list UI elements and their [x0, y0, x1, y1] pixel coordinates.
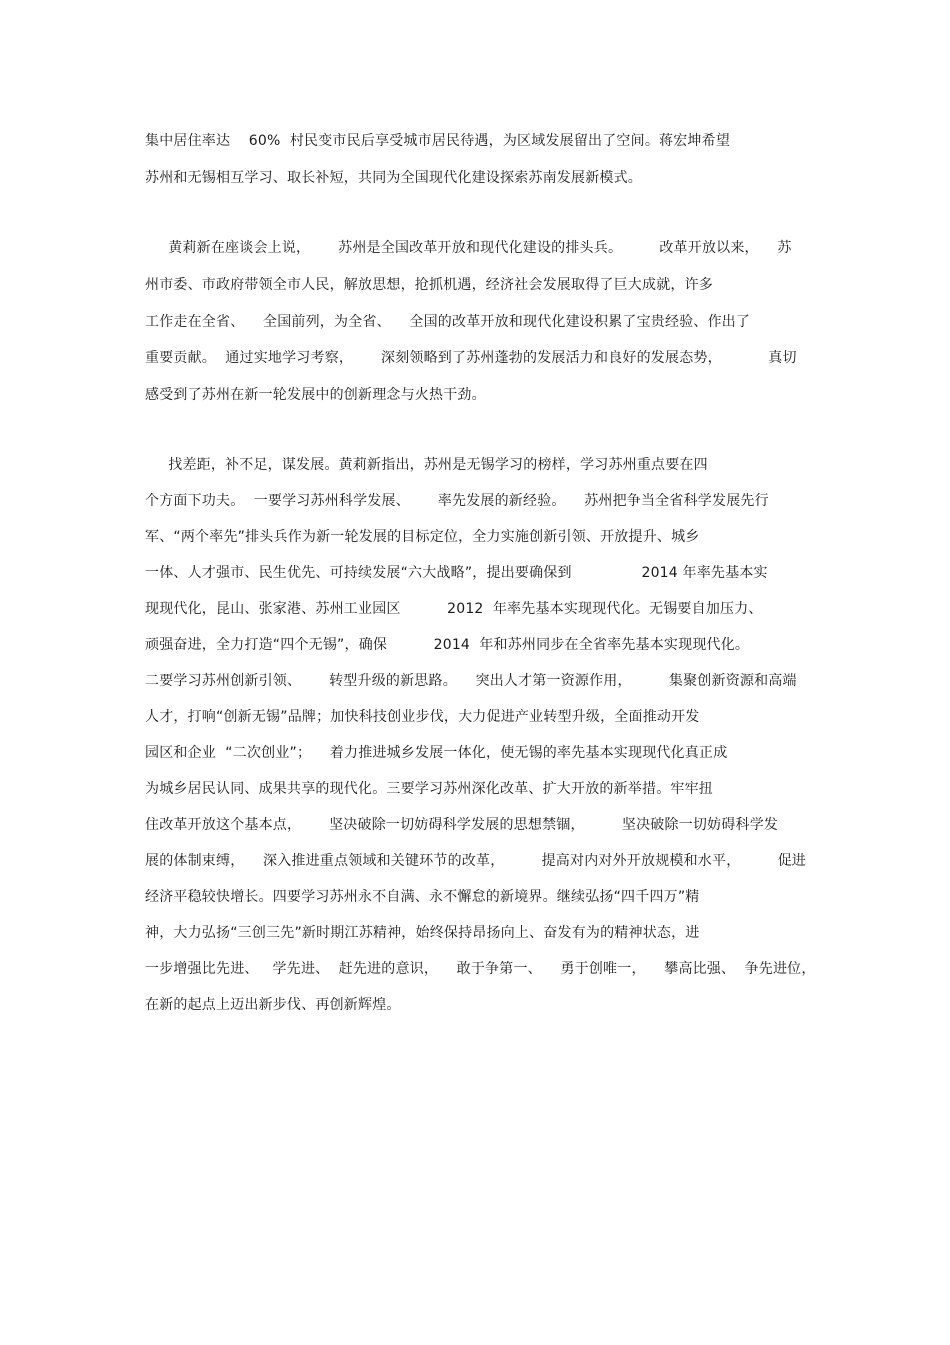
- text-line: 集中居住率达 60% 村民变市民后享受城市居民待遇，为区域发展留出了空间。蒋宏坤希望: [145, 133, 731, 149]
- text-line: 经济平稳较快增长。四要学习苏州永不自满、永不懈怠的新境界。继续弘扬“四千四万”精: [145, 889, 700, 905]
- text-line: 展的体制束缚， 深入推进重点领域和关键环节的改革， 提高对内对外开放规模和水平， 促进: [145, 853, 807, 869]
- text-line: 工作走在全省、 全国前列，为全省、 全国的改革开放和现代化建设积累了宝贵经验、作出了: [145, 314, 751, 330]
- text-line: 感受到了苏州在新一轮发展中的创新理念与火热干劲。: [145, 387, 486, 403]
- text-line: 苏州和无锡相互学习、取长补短，共同为全国现代化建设探索苏南发展新模式。: [145, 170, 642, 186]
- text-line: 重要贡献。 通过实地学习考察， 深刻领略到了苏州蓬勃的发展活力和良好的发展态势， 真切: [145, 350, 797, 366]
- text-line: 住改革开放这个基本点， 坚决破除一切妨碍科学发展的思想禁锢， 坚决破除一切妨碍科学发: [145, 817, 779, 833]
- text-line: 为城乡居民认同、成果共享的现代化。三要学习苏州深化改革、扩大开放的新举措。牢牢扭: [145, 781, 713, 797]
- text-line: 神，大力弘扬“三创三先”新时期江苏精神，始终保持昂扬向上、奋发有为的精神状态，进: [145, 925, 700, 941]
- text-line: 一步增强比先进、 学先进、 赶先进的意识， 敢于争第一、 勇于创唯一， 攀高比强、 争先进位，: [145, 961, 816, 977]
- text-line: 在新的起点上迈出新步伐、再创新辉煌。: [145, 997, 401, 1013]
- text-line: 州市委、市政府带领全市人民，解放思想，抢抓机遇，经济社会发展取得了巨大成就，许多: [145, 277, 713, 293]
- text-line: 园区和企业 “二次创业”； 着力推进城乡发展一体化，使无锡的率先基本实现现代化真正成: [145, 745, 728, 761]
- text-line: 现现代化，昆山、张家港、苏州工业园区 2012 年率先基本实现现代化。无锡要自加压力、: [145, 601, 763, 617]
- text-line: 二要学习苏州创新引领、 转型升级的新思路。 突出人才第一资源作用， 集聚创新资源和高端: [145, 673, 797, 689]
- text-line: 个方面下功夫。 一要学习苏州科学发展、 率先发展的新经验。 苏州把争当全省科学发展先行: [145, 493, 769, 509]
- text-line: 军、“两个率先”排头兵作为新一轮发展的目标定位，全力实施创新引领、开放提升、城乡: [145, 529, 700, 545]
- text-line: 黄莉新在座谈会上说， 苏州是全国改革开放和现代化建设的排头兵。 改革开放以来， 苏: [145, 240, 792, 256]
- text-line: 顽强奋进，全力打造“四个无锡”，确保 2014 年和苏州同步在全省率先基本实现现代化。: [145, 637, 750, 653]
- text-line: 找差距，补不足，谋发展。黄莉新指出，苏州是无锡学习的榜样，学习苏州重点要在四: [145, 457, 708, 473]
- text-line: 人才，打响“创新无锡”品牌；加快科技创业步伐，大力促进产业转型升级，全面推动开发: [145, 709, 700, 725]
- text-line: 一体、人才强市、民生优先、可持续发展“六大战略”，提出要确保到 2014 年率先基本实: [145, 565, 768, 581]
